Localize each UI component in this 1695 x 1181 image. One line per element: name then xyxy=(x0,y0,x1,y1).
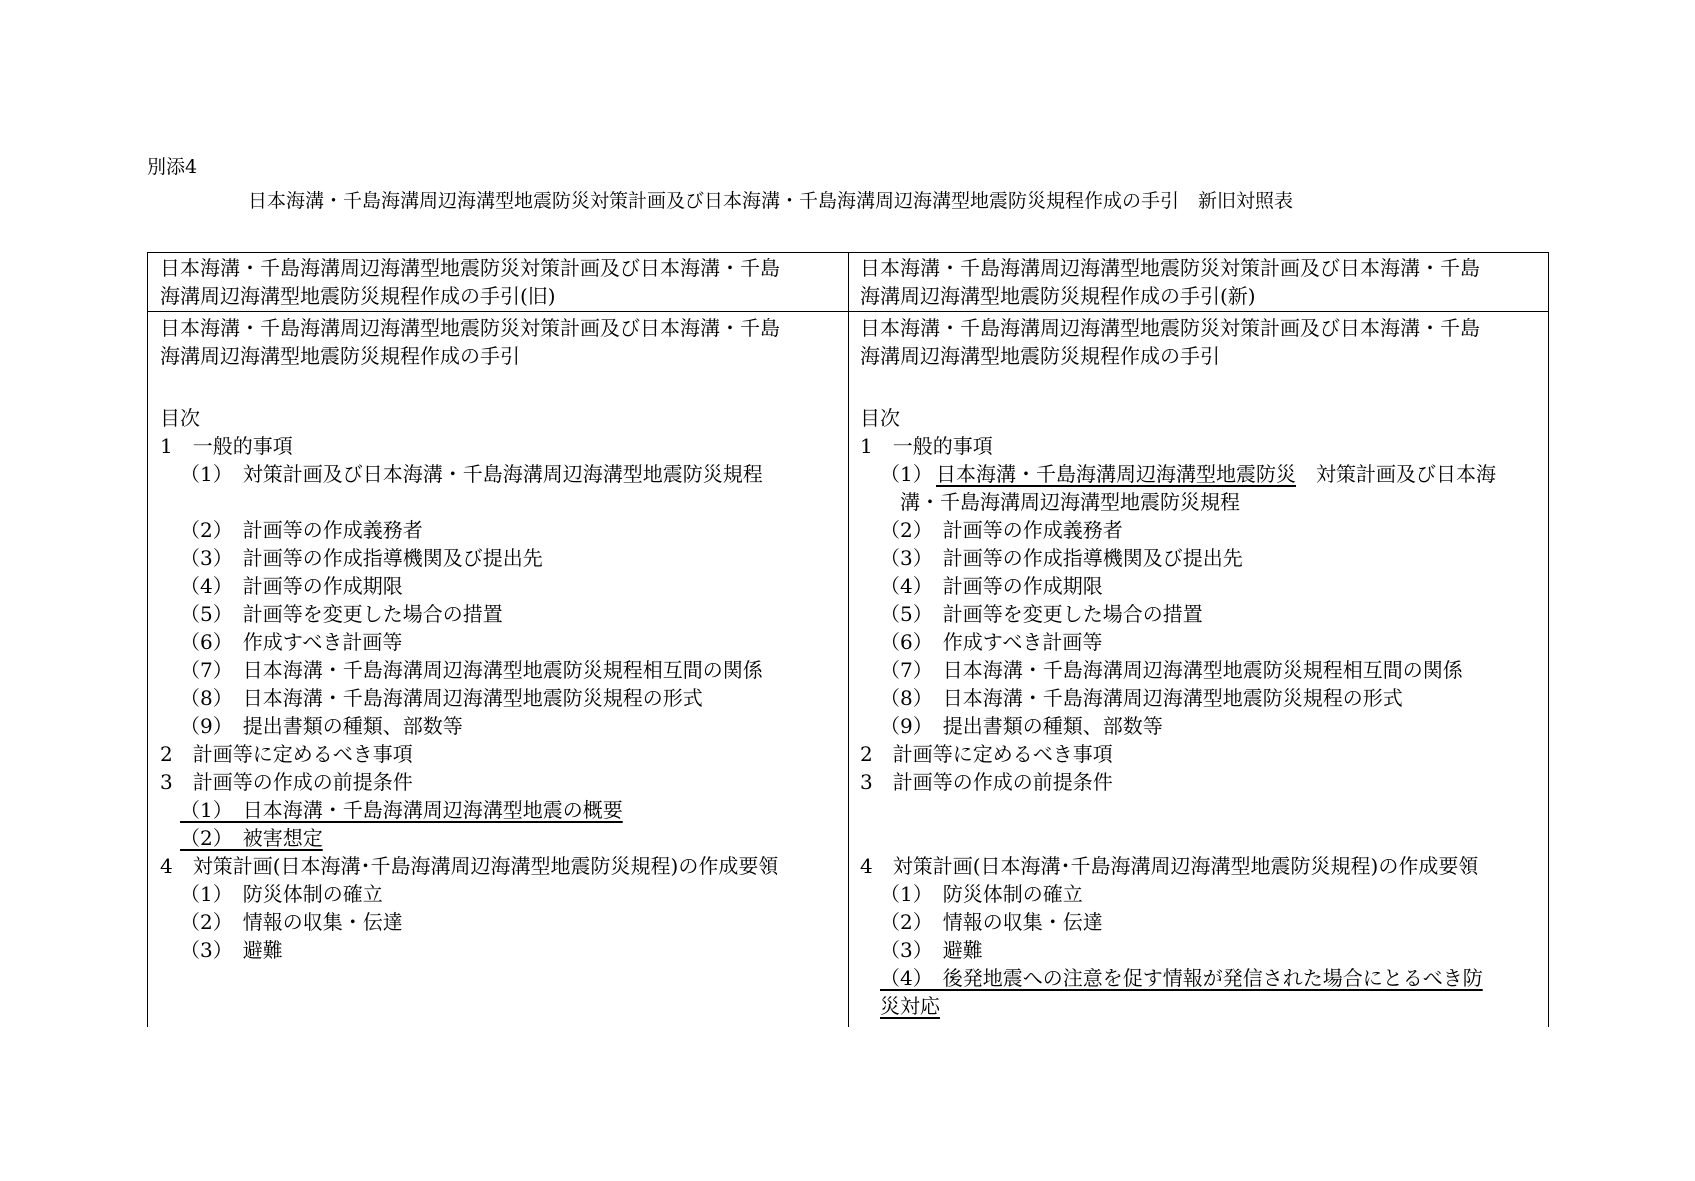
toc-item: （5） 計画等を変更した場合の措置 xyxy=(180,602,503,626)
toc-item: （1） 防災体制の確立 xyxy=(180,882,383,906)
toc-item: （2） 情報の収集・伝達 xyxy=(880,910,1103,934)
toc-item: 3 計画等の作成の前提条件 xyxy=(860,770,1113,794)
toc-item-removed: （2） 被害想定 xyxy=(180,826,323,850)
toc-item-added-text: 日本海溝・千島海溝周辺海溝型地震防災 xyxy=(936,462,1296,486)
toc-heading: 目次 xyxy=(860,406,900,430)
toc-item: （1） 対策計画及び日本海溝・千島海溝周辺海溝型地震防災規程 xyxy=(180,462,763,486)
table-column-divider xyxy=(848,252,849,1027)
header-line: 海溝周辺海溝型地震防災規程作成の手引(旧) xyxy=(160,284,556,308)
toc-item: 3 計画等の作成の前提条件 xyxy=(160,770,413,794)
guide-title-line: 日本海溝・千島海溝周辺海溝型地震防災対策計画及び日本海溝・千島 xyxy=(860,316,1480,340)
attachment-label: 別添4 xyxy=(147,156,198,178)
toc-item: （9） 提出書類の種類、部数等 xyxy=(180,714,463,738)
toc-item: （2） 計画等の作成義務者 xyxy=(880,518,1123,542)
toc-item: 4 対策計画(日本海溝･千島海溝周辺海溝型地震防災規程)の作成要領 xyxy=(160,854,779,878)
toc-item-number: （1） xyxy=(880,462,933,486)
toc-item: （8） 日本海溝・千島海溝周辺海溝型地震防災規程の形式 xyxy=(880,686,1403,710)
toc-item: （3） 計画等の作成指導機関及び提出先 xyxy=(880,546,1243,570)
toc-item: 4 対策計画(日本海溝･千島海溝周辺海溝型地震防災規程)の作成要領 xyxy=(860,854,1479,878)
toc-item: （2） 計画等の作成義務者 xyxy=(180,518,423,542)
toc-item: 2 計画等に定めるべき事項 xyxy=(160,742,413,766)
header-line: 日本海溝・千島海溝周辺海溝型地震防災対策計画及び日本海溝・千島 xyxy=(160,256,780,280)
table-header-divider xyxy=(147,311,1549,312)
guide-title-line: 海溝周辺海溝型地震防災規程作成の手引 xyxy=(860,344,1220,368)
toc-item: （7） 日本海溝・千島海溝周辺海溝型地震防災規程相互間の関係 xyxy=(880,658,1463,682)
toc-item: （6） 作成すべき計画等 xyxy=(880,630,1103,654)
toc-item: 2 計画等に定めるべき事項 xyxy=(860,742,1113,766)
toc-item: （3） 避難 xyxy=(880,938,983,962)
toc-item: （6） 作成すべき計画等 xyxy=(180,630,403,654)
toc-item: 1 一般的事項 xyxy=(860,434,993,458)
toc-item: （5） 計画等を変更した場合の措置 xyxy=(880,602,1203,626)
toc-item: 1 一般的事項 xyxy=(160,434,293,458)
toc-heading: 目次 xyxy=(160,406,200,430)
table-border-left xyxy=(147,252,148,1027)
header-line: 海溝周辺海溝型地震防災規程作成の手引(新) xyxy=(860,284,1256,308)
comparison-table xyxy=(147,252,1549,1027)
toc-item-text: 対策計画及び日本海 xyxy=(1316,462,1496,486)
guide-title-line: 海溝周辺海溝型地震防災規程作成の手引 xyxy=(160,344,520,368)
toc-item: （7） 日本海溝・千島海溝周辺海溝型地震防災規程相互間の関係 xyxy=(180,658,763,682)
toc-item-continuation: 溝・千島海溝周辺海溝型地震防災規程 xyxy=(900,490,1240,514)
header-line: 日本海溝・千島海溝周辺海溝型地震防災対策計画及び日本海溝・千島 xyxy=(860,256,1480,280)
toc-item: （8） 日本海溝・千島海溝周辺海溝型地震防災規程の形式 xyxy=(180,686,703,710)
toc-item: （9） 提出書類の種類、部数等 xyxy=(880,714,1163,738)
toc-item: （3） 避難 xyxy=(180,938,283,962)
toc-item-added: （4） 後発地震への注意を促す情報が発信された場合にとるべき防 xyxy=(880,966,1483,990)
toc-item: （3） 計画等の作成指導機関及び提出先 xyxy=(180,546,543,570)
toc-item-added: 災対応 xyxy=(880,994,940,1018)
guide-title-line: 日本海溝・千島海溝周辺海溝型地震防災対策計画及び日本海溝・千島 xyxy=(160,316,780,340)
table-border-right xyxy=(1548,252,1549,1027)
toc-item: （4） 計画等の作成期限 xyxy=(180,574,403,598)
toc-item: （4） 計画等の作成期限 xyxy=(880,574,1103,598)
toc-item: （1） 防災体制の確立 xyxy=(880,882,1083,906)
document-title: 日本海溝・千島海溝周辺海溝型地震防災対策計画及び日本海溝・千島海溝周辺海溝型地震防災規程作成の手引 新旧対照表 xyxy=(248,190,1294,212)
toc-item: （2） 情報の収集・伝達 xyxy=(180,910,403,934)
toc-item-removed: （1） 日本海溝・千島海溝周辺海溝型地震の概要 xyxy=(180,798,623,822)
